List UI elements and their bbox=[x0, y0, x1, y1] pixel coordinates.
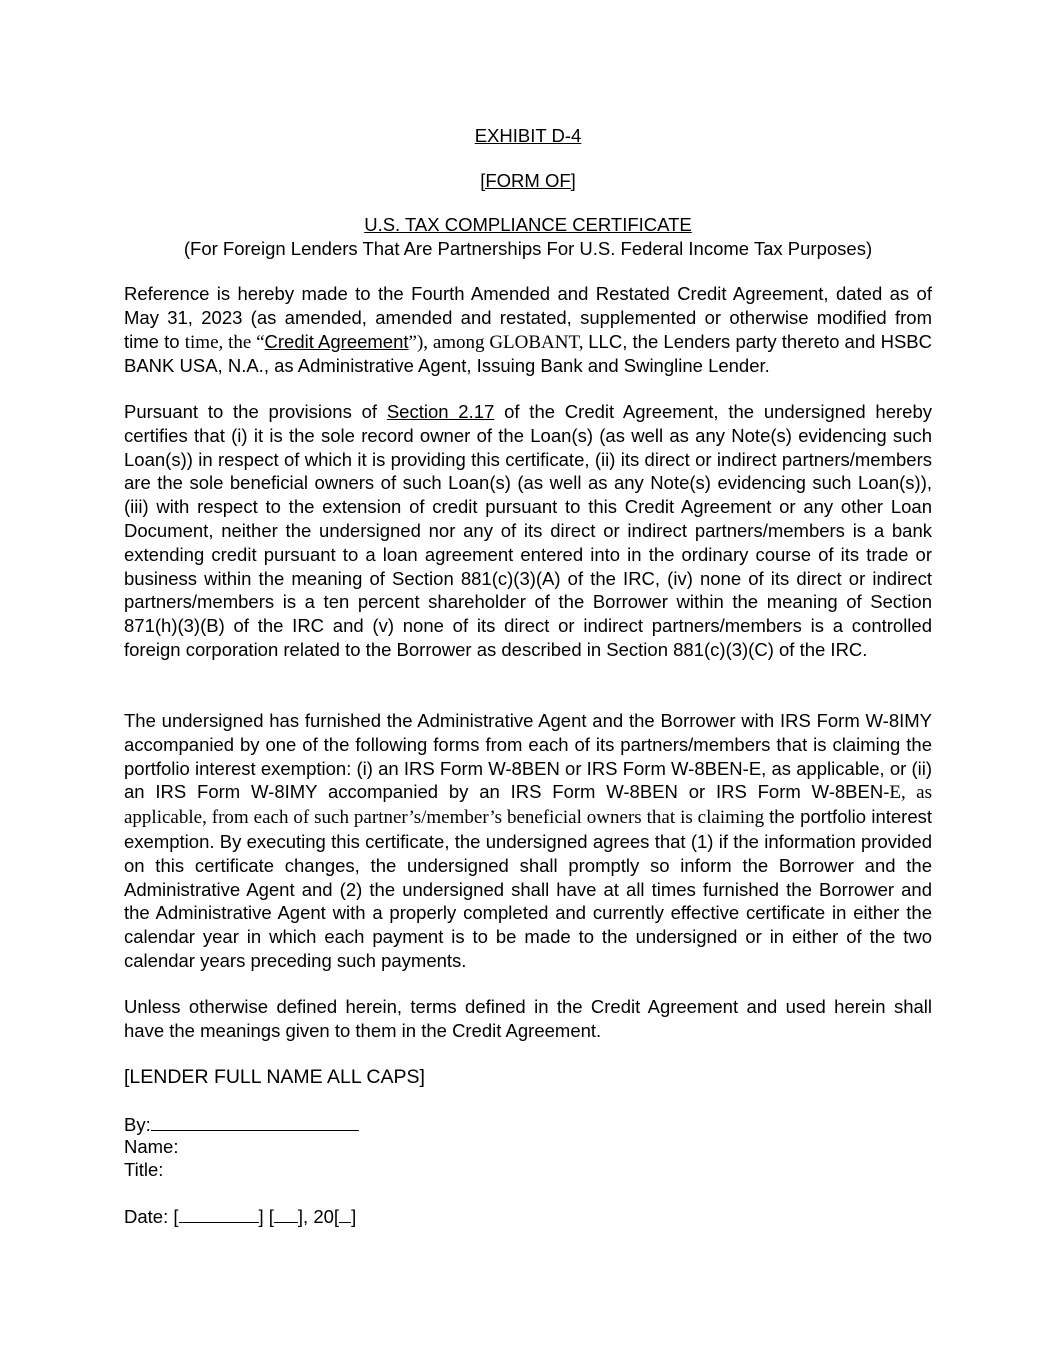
date-month-blank bbox=[179, 1204, 259, 1223]
definitions-paragraph: Unless otherwise defined herein, terms defined in the Credit Agreement and used herein shall have the meanings given to them in the Credit Agreement. bbox=[124, 996, 932, 1041]
signature-blank bbox=[151, 1112, 359, 1131]
date-day-blank bbox=[274, 1204, 298, 1223]
date-year-blank bbox=[339, 1204, 351, 1223]
exhibit-title: EXHIBIT D-4 bbox=[474, 125, 582, 146]
credit-agreement-term: Credit Agreement bbox=[264, 330, 409, 352]
form-of-label: [FORM OF] bbox=[480, 170, 576, 191]
certification-paragraph: Pursuant to the provisions of Section 2.17 of the Credit Agreement, the undersigned hereby certifies that (i) it is the sole record owner of the Loan(s) (as well as any Note(s) evidencing such Loan(s)) in respect of which it is providing this certificate, (ii) its direct or indirect partners/members are the sole beneficial owners of such Loan(s) (as well as any Note(s) evidencing such Loan(s)), (iii) with respect to the extension of credit pursuant to this Credit Agreement or any other Loan Document, neither the undersigned nor any of its direct or indirect partners/members is a bank extending credit pursuant to a loan agreement entered into in the ordinary course of its trade or business within the meaning of Section 881(c)(3)(A) of the IRC, (iv) none of its direct or indirect partners/members is a ten percent shareholder of the Borrower within the meaning of Section 871(h)(3)(B) of the IRC and (v) none of its direct or indirect partners/members is a controlled foreign corporation related to the Borrower as described in Section 881(c)(3)(C) of the IRC. bbox=[124, 401, 932, 660]
lender-name: [LENDER FULL NAME ALL CAPS] bbox=[124, 1066, 425, 1088]
signature-name-label: Name: bbox=[124, 1136, 179, 1157]
certificate-title: U.S. TAX COMPLIANCE CERTIFICATE bbox=[364, 214, 692, 235]
signature-by-line: By: bbox=[124, 1112, 359, 1136]
certificate-subtitle: (For Foreign Lenders That Are Partnerships For U.S. Federal Income Tax Purposes) bbox=[183, 238, 873, 259]
section-reference: Section 2.17 bbox=[386, 401, 495, 422]
forms-paragraph: The undersigned has furnished the Administrative Agent and the Borrower with IRS Form W-8IMY accompanied by one of the following forms from each of its partners/members that is claiming the portfolio interest exemption: (i) an IRS Form W-8BEN or IRS Form W-8BEN-E, as applicable, or (ii) an IRS Form W-8IMY accompanied by an IRS Form W-8BEN or IRS Form W-8BEN-E, as applicable, from each of such partner’s/member’s beneficial owners that is claiming the portfolio interest exemption. By executing this certificate, the undersigned agrees that (1) if the information provided on this certificate changes, the undersigned shall promptly so inform the Borrower and the Administrative Agent and (2) the undersigned shall have at all times furnished the Borrower and the Administrative Agent with a properly completed and currently effective certificate in either the calendar year in which each payment is to be made to the undersigned or in either of the two calendar years preceding such payments. bbox=[124, 710, 933, 971]
signature-title-label: Title: bbox=[124, 1159, 164, 1180]
date-line: Date: [ ] [ ], 20[ ] bbox=[124, 1206, 357, 1227]
reference-paragraph: Reference is hereby made to the Fourth Amended and Restated Credit Agreement, dated as of May 31, 2023 (as amended, amended and restated, supplemented or otherwise modified from time to time, the “Credit Agreement”), among GLOBANT, LLC, the Lenders party thereto and HSBC BANK USA, N.A., as Administrative Agent, Issuing Bank and Swingline Lender. bbox=[124, 283, 932, 377]
